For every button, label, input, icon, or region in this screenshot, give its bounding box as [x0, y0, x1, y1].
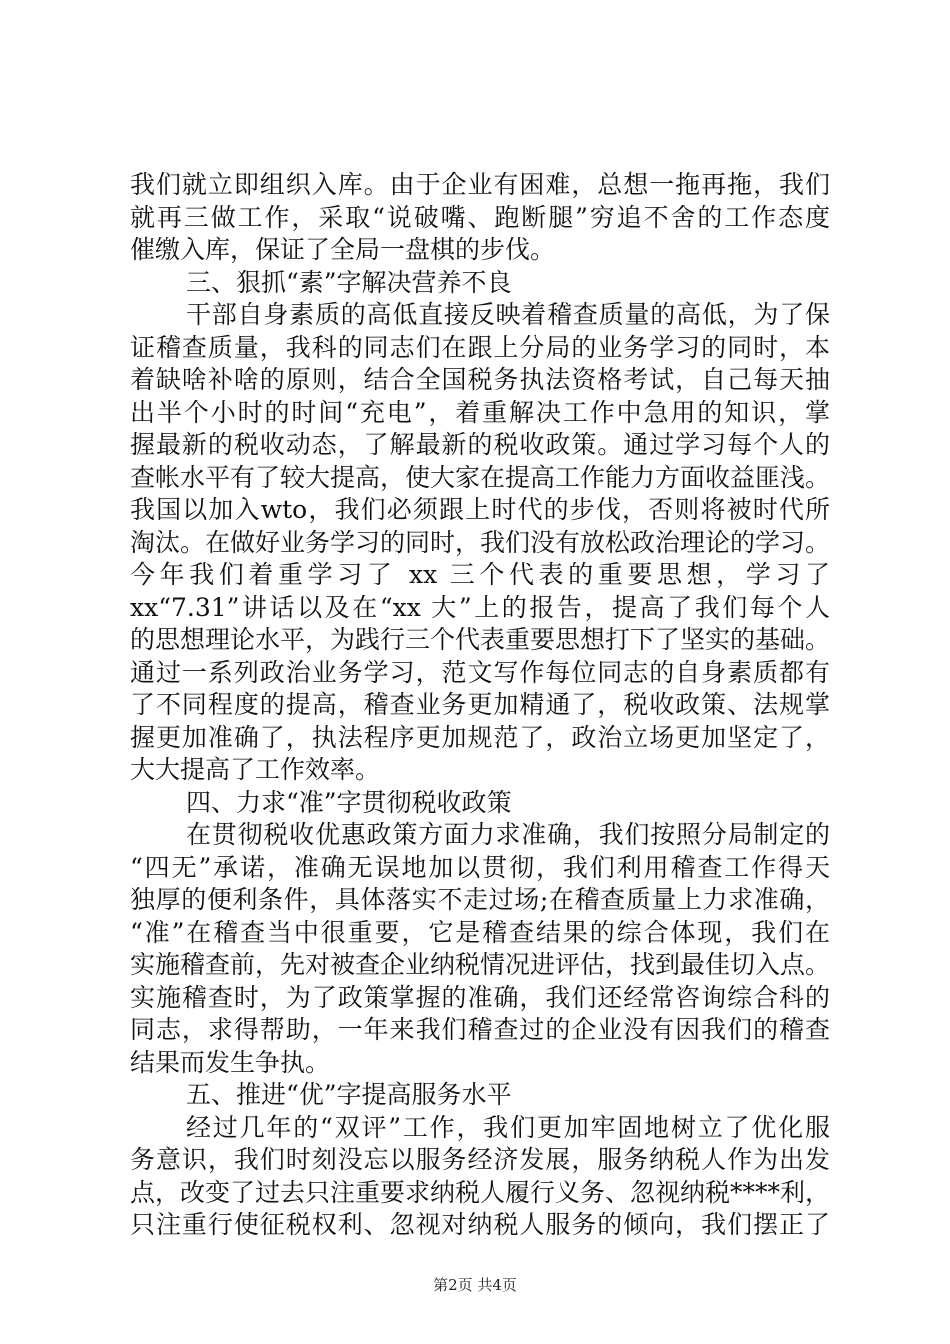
text-line: 我们就立即组织入库。由于企业有困难，总想一拖再拖，我们: [130, 170, 830, 199]
text-line: “四无”承诺，准确无误地加以贯彻，我们利用稽查工作得天: [130, 852, 830, 882]
text-line: 就再三做工作，采取“说破嘴、跑断腿”穷追不舍的工作态度: [130, 202, 830, 232]
text-line: 只注重行使征税权利、忽视对纳税人服务的倾向，我们摆正了: [130, 1210, 830, 1239]
text-line: 握最新的税收动态，了解最新的税收政策。通过学习每个人的: [130, 430, 830, 459]
text-line: 经过几年的“双评”工作，我们更加牢固地树立了优化服: [186, 1112, 830, 1142]
text-line: 催缴入库，保证了全局一盘棋的步伐。: [130, 235, 556, 264]
text-line: 结果而发生争执。: [130, 1047, 331, 1077]
text-line: 实施稽查前，先对被查企业纳税情况进评估，找到最佳切入点。: [130, 950, 831, 979]
text-line: 通过一系列政治业务学习，范文写作每位同志的自身素质都有: [130, 657, 830, 687]
text-line: 独厚的便利条件，具体落实不走过场;在稽查质量上力求准确，: [130, 885, 830, 914]
text-line: 我国以加入wto，我们必须跟上时代的步伐，否则将被时代所: [130, 495, 830, 524]
text-line: 大大提高了工作效率。: [130, 755, 381, 784]
text-line: 了不同程度的提高，稽查业务更加精通了，税收政策、法规掌: [130, 690, 830, 719]
document-body: [130, 169, 830, 1242]
text-line: 实施稽查时，为了政策掌握的准确，我们还经常咨询综合科的: [130, 982, 830, 1012]
text-line: 同志，求得帮助，一年来我们稽查过的企业没有因我们的稽查: [130, 1015, 830, 1044]
text-line: 务意识，我们时刻没忘以服务经济发展，服务纳税人作为出发: [130, 1145, 830, 1174]
text-line: xx“7.31”讲话以及在“xx 大”上的报告，提高了我们每个人: [130, 592, 830, 622]
text-line: 淘汰。在做好业务学习的同时，我们没有放松政治理论的学习。: [130, 527, 831, 557]
text-line: 在贯彻税收优惠政策方面力求准确，我们按照分局制定的: [186, 820, 830, 849]
text-line: 今年我们着重学习了 xx 三个代表的重要思想，学习了: [130, 560, 830, 589]
text-line: 出半个小时的时间“充电”，着重解决工作中急用的知识，掌: [130, 397, 830, 427]
section-heading: 四、力求“准”字贯彻税收政策: [186, 787, 512, 817]
text-line: 证稽查质量，我科的同志们在跟上分局的业务学习的同时，本: [130, 332, 830, 362]
text-line: 点，改变了过去只注重要求纳税人履行义务、忽视纳税****利，: [130, 1177, 831, 1207]
text-line: 着缺啥补啥的原则，结合全国税务执法资格考试，自己每天抽: [130, 365, 830, 394]
page-footer: 第2页 共4页: [433, 1276, 517, 1294]
text-line: “准”在稽查当中很重要，它是稽查结果的综合体现，我们在: [130, 917, 830, 947]
text-line: 的思想理论水平，为践行三个代表重要思想打下了坚实的基础。: [130, 625, 831, 654]
section-heading: 五、推进“优”字提高服务水平: [186, 1080, 512, 1109]
section-heading: 三、狠抓“素”字解决营养不良: [186, 267, 512, 297]
text-line: 干部自身素质的高低直接反映着稽查质量的高低，为了保: [186, 300, 830, 329]
text-line: 握更加准确了，执法程序更加规范了，政治立场更加坚定了，: [130, 722, 830, 752]
text-line: 查帐水平有了较大提高，使大家在提高工作能力方面收益匪浅。: [130, 462, 831, 492]
